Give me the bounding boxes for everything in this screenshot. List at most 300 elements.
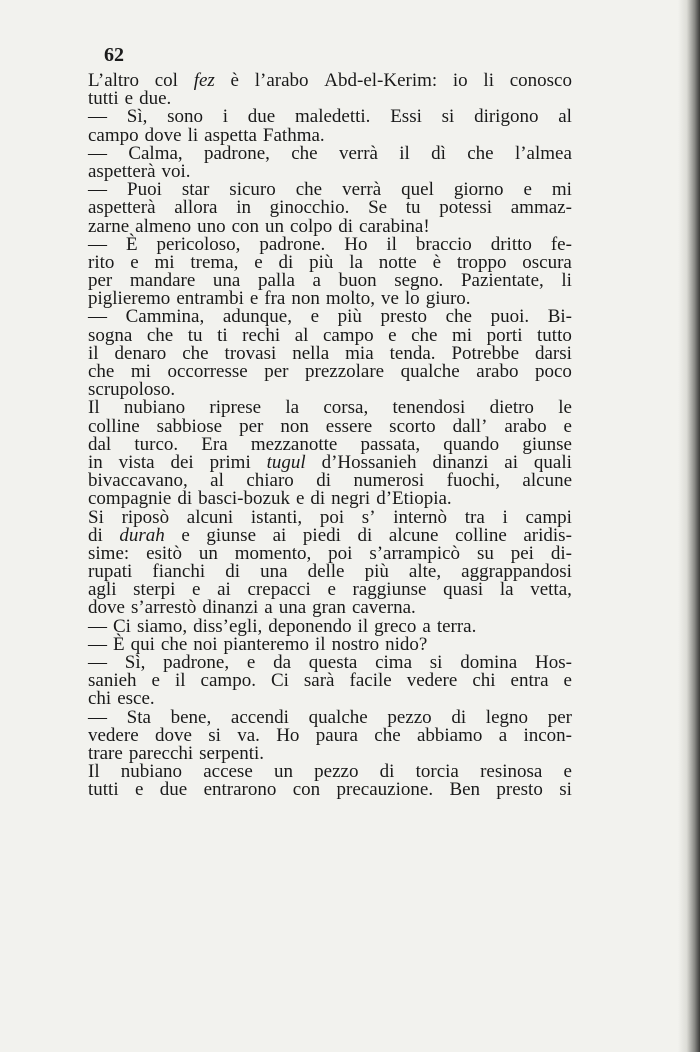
word: piglieremo [88, 288, 171, 310]
word: Il [88, 761, 100, 783]
word: li [483, 70, 494, 91]
text-line [88, 781, 572, 799]
word: rito [88, 251, 115, 273]
word: e [563, 415, 572, 437]
word: mi [452, 324, 473, 346]
word: darsi [535, 342, 572, 364]
word: bivaccavano, [88, 470, 188, 492]
page-edge-shadow [678, 0, 700, 1052]
word: essere [325, 415, 373, 437]
word: li [561, 270, 572, 292]
word: resinosa [480, 761, 543, 783]
word: — [88, 306, 107, 328]
word: vedere [406, 670, 458, 692]
word: per [547, 706, 572, 728]
word: a [422, 615, 431, 637]
word: occorresse [167, 361, 248, 382]
word: qualche [400, 361, 460, 382]
word: e [151, 670, 160, 692]
word: accese [203, 761, 253, 783]
word: esce. [117, 688, 155, 710]
word: quasi [443, 579, 484, 601]
word: pericoloso, [156, 233, 241, 255]
word: compagnie [88, 488, 172, 510]
word: tutti [88, 779, 119, 801]
word: sono [167, 106, 204, 128]
word: per [88, 270, 113, 292]
word: non [280, 415, 309, 437]
word: campi [525, 506, 572, 528]
word: il [357, 615, 369, 637]
word: nostro [331, 633, 380, 655]
word: da [273, 652, 291, 673]
word: — [88, 615, 107, 637]
word: adunque, [222, 306, 292, 328]
word: trema, [190, 251, 239, 273]
word: di [278, 251, 294, 273]
word: star [181, 179, 210, 201]
word: buon [338, 270, 377, 292]
word: poco [535, 361, 572, 382]
word: dove [88, 597, 125, 619]
word: istanti, [250, 506, 303, 528]
word: giunse [206, 524, 257, 546]
word: trovasi [224, 342, 277, 364]
word: — [88, 142, 107, 164]
word: tutto [537, 324, 572, 346]
word: Il [88, 397, 100, 419]
text-line [88, 599, 572, 617]
word: tenendosi [392, 397, 466, 419]
word: corsa, [323, 397, 369, 419]
word: e [124, 88, 134, 110]
word: l’arabo [254, 70, 309, 91]
word: alcune [388, 524, 439, 546]
word: Ci [113, 615, 131, 637]
word: col [154, 70, 178, 91]
word: ai [272, 524, 287, 546]
word: al [558, 106, 572, 128]
word: pezzo [314, 761, 359, 783]
word: di [310, 488, 326, 510]
word: paura [315, 724, 358, 746]
word: tu [187, 324, 203, 346]
word: quel [401, 179, 434, 201]
word: poi [319, 506, 345, 528]
word: con [292, 779, 321, 801]
word: una [260, 561, 288, 583]
word: colpo [290, 215, 333, 237]
word: presto [496, 779, 543, 801]
word: che [445, 306, 472, 328]
word: l’almea [514, 142, 572, 164]
word: più [337, 306, 362, 328]
word: campo. [200, 670, 256, 692]
word: negri [331, 488, 371, 510]
word: verrà [338, 142, 378, 164]
word: dall’ [452, 415, 488, 437]
word: prezzolare [305, 361, 385, 382]
word: mandare [129, 270, 196, 292]
word: Ben [449, 779, 481, 801]
word: ve [380, 288, 399, 310]
word: qualche [308, 706, 368, 728]
word: esitò [146, 542, 182, 564]
word: fianchi [152, 561, 206, 583]
word: bene, [170, 706, 212, 728]
word: Sì, [124, 652, 146, 673]
word: noi [193, 633, 218, 655]
word: maledetti. [294, 106, 371, 128]
word: tenda. [389, 342, 436, 364]
word: che [146, 324, 174, 346]
word: con [231, 215, 260, 237]
word: dei [170, 451, 194, 473]
word: mezzanotte [250, 433, 338, 455]
word: caverna. [351, 597, 416, 619]
word: un [273, 761, 293, 783]
word: tutti [88, 88, 119, 110]
word: di [316, 470, 332, 492]
word: il [88, 342, 99, 364]
word: abbiamo [416, 724, 483, 746]
word: quali [533, 451, 572, 473]
word: giuro. [425, 288, 471, 310]
word: quando [443, 433, 500, 455]
word: — [88, 106, 107, 128]
word: alte, [408, 561, 442, 583]
word: torcia [415, 761, 459, 783]
word: greco [374, 615, 417, 637]
word: e [130, 251, 139, 273]
word: dal [88, 433, 112, 455]
word: Potrebbe [451, 342, 520, 364]
word: entrarono [203, 779, 277, 801]
word: agli [88, 579, 117, 601]
word: un [198, 542, 218, 564]
word: Ho [276, 724, 300, 746]
text-line [88, 215, 572, 237]
word: chiaro [246, 470, 294, 492]
word: durah [119, 524, 165, 546]
word: zarne [88, 215, 130, 237]
word: arabo [504, 415, 547, 437]
word: entrambi [176, 288, 244, 310]
word: potessi [439, 197, 493, 219]
word: s’ [361, 506, 376, 528]
word: puoi. [490, 306, 530, 328]
word: di- [550, 542, 572, 564]
word: che [88, 361, 115, 382]
word: delle [307, 561, 345, 583]
word: e [388, 324, 397, 346]
word: ai [504, 451, 518, 473]
word: la [499, 579, 514, 601]
word: che [291, 142, 318, 164]
word: passata, [360, 433, 421, 455]
word: il [315, 633, 326, 655]
text-line [88, 490, 572, 508]
word: Calma, [128, 142, 183, 164]
word: porti [486, 324, 523, 346]
word: a [498, 724, 508, 746]
word: L’altro [88, 70, 140, 91]
word: la [285, 397, 300, 419]
word: e [563, 761, 572, 783]
word: s’arrestò [130, 597, 197, 619]
word: a [264, 597, 273, 619]
word: chi [472, 670, 496, 692]
word: — [88, 652, 107, 673]
word: una [212, 270, 241, 292]
word: precauzione. [336, 779, 434, 801]
word: nido? [385, 633, 428, 655]
word: riposò [121, 506, 170, 528]
word: mi [154, 251, 175, 273]
word: È [125, 233, 138, 255]
word: scorto [389, 415, 436, 437]
word: palla [257, 270, 295, 292]
word: dì [431, 142, 446, 164]
word: ai [217, 579, 231, 601]
word: cima [375, 652, 413, 673]
word: raggiunse [352, 579, 427, 601]
word: giorno [453, 179, 504, 201]
word: di [357, 524, 373, 546]
word: parecchi [128, 742, 194, 764]
word: sabbiose [156, 415, 223, 437]
word: tu [405, 197, 421, 219]
word: più [364, 561, 389, 583]
word: in [88, 451, 103, 473]
word: su [476, 542, 494, 564]
word: Abd-el-Kerim: [324, 70, 438, 91]
word: dove [154, 724, 192, 746]
word: Ho [344, 233, 368, 255]
word: Era [201, 433, 228, 455]
text-line [88, 690, 572, 708]
word: il [386, 233, 397, 255]
word: una [278, 597, 307, 619]
word: d’Etiopia. [376, 488, 452, 510]
word: e [295, 488, 305, 510]
word: riprese [209, 397, 262, 419]
word: padrone, [203, 142, 270, 164]
word: carabina! [359, 215, 430, 237]
word: dietro [489, 397, 534, 419]
word: Cammina, [125, 306, 205, 328]
word: si [441, 106, 455, 128]
word: si [429, 652, 443, 673]
word: fe- [550, 233, 572, 255]
word: li [187, 124, 199, 146]
word: Bi- [547, 306, 572, 328]
word: sterpi [133, 579, 176, 601]
word: poi [328, 542, 353, 564]
word: sime: [88, 542, 130, 564]
word: primi [209, 451, 251, 473]
word: troppo [456, 251, 507, 273]
word: sarà [303, 670, 335, 692]
word: nubiano [120, 761, 183, 783]
word: i [502, 506, 508, 528]
word: chi [88, 688, 112, 710]
word: ti [217, 324, 228, 346]
word: serpenti. [199, 742, 265, 764]
word: Puoi [127, 179, 162, 201]
text-line [88, 142, 572, 164]
word: tugul [266, 451, 306, 473]
word: che [182, 342, 209, 364]
word: dritto [490, 233, 532, 255]
word: fez [193, 70, 215, 91]
body-text [88, 72, 572, 800]
word: campo [322, 324, 374, 346]
word: Ci [270, 670, 289, 692]
word: colline [88, 415, 140, 437]
word: la [349, 251, 363, 273]
word: Pazientate, [460, 270, 544, 292]
word: a [312, 270, 321, 292]
word: lo [404, 288, 420, 310]
word: di [338, 215, 354, 237]
word: tra [464, 506, 485, 528]
word: voi. [161, 160, 191, 182]
word: rupati [88, 561, 133, 583]
word: s’arrampicò [369, 542, 461, 564]
word: e [181, 524, 190, 546]
word: e [327, 579, 336, 601]
word: che [160, 633, 188, 655]
word: Si [88, 506, 104, 528]
word: uno [197, 215, 226, 237]
word: i [222, 106, 229, 128]
word: colline [455, 524, 507, 546]
word: gran [312, 597, 346, 619]
word: è [432, 251, 442, 273]
word: aspetterà [88, 197, 156, 219]
word: denaro [114, 342, 167, 364]
word: che [411, 324, 438, 346]
word: notte [378, 251, 417, 273]
word: piedi [302, 524, 341, 546]
word: aspetterà [88, 160, 156, 182]
word: al [210, 470, 224, 492]
word: fuochi, [446, 470, 500, 492]
word: di [451, 706, 467, 728]
word: questa [308, 652, 358, 673]
word: allora [174, 197, 218, 219]
word: più [309, 251, 334, 273]
word: il [174, 670, 186, 692]
word: dirigono [474, 106, 539, 128]
word: dove [144, 124, 182, 146]
word: incon- [523, 724, 572, 746]
word: mi [551, 179, 572, 201]
word: giunse [522, 433, 572, 455]
word: vista [118, 451, 155, 473]
word: Sta [126, 706, 151, 728]
word: mi [130, 361, 151, 382]
word: sanieh [88, 670, 137, 692]
word: vetta, [530, 579, 572, 601]
word: sogna [88, 324, 133, 346]
word: e [310, 306, 320, 328]
word: scrupoloso. [88, 379, 176, 401]
word: e [134, 779, 144, 801]
word: dinanzi [202, 597, 259, 619]
word: si [559, 779, 572, 801]
word: — [88, 179, 107, 201]
word: domina [460, 652, 518, 673]
word: diss’egli, [193, 615, 263, 637]
word: due [247, 106, 276, 128]
word: si [208, 724, 221, 746]
word: verrà [342, 179, 382, 201]
word: un [265, 215, 285, 237]
word: ginocchio. [269, 197, 350, 219]
word: È [113, 633, 125, 655]
word: campo [88, 124, 139, 146]
word: che [467, 142, 494, 164]
word: arabo [476, 361, 519, 382]
text-line [88, 199, 572, 217]
word: Sì, [126, 106, 148, 128]
word: d’Hossanieh [321, 451, 417, 473]
word: e [192, 579, 201, 601]
word: — [88, 706, 107, 728]
word: in [236, 197, 251, 219]
word: e [249, 288, 259, 310]
word: turco. [134, 433, 179, 455]
word: al [294, 324, 309, 346]
word: vedere [88, 724, 139, 746]
word: entra [510, 670, 549, 692]
word: e [254, 251, 263, 273]
word: siamo, [136, 615, 188, 637]
word: padrone. [259, 233, 326, 255]
word: le [558, 397, 572, 419]
word: che [295, 179, 323, 201]
word: oscura [522, 251, 572, 273]
word: Se [368, 197, 388, 219]
word: per [239, 415, 264, 437]
word: alcune [522, 470, 572, 492]
word: — [88, 233, 107, 255]
text-line [88, 108, 572, 126]
word: Essi [390, 106, 422, 128]
text-line [88, 308, 572, 326]
word: crepacci [247, 579, 311, 601]
word: terra. [436, 615, 477, 637]
word: fra [264, 288, 286, 310]
word: di [225, 561, 240, 583]
word: il [399, 142, 410, 164]
word: che [374, 724, 401, 746]
word: e [246, 652, 256, 673]
word: di [177, 488, 193, 510]
word: non [291, 288, 320, 310]
word: pezzo [387, 706, 432, 728]
word: nubiano [123, 397, 186, 419]
word: aspetta [204, 124, 257, 146]
word: trare [88, 742, 123, 764]
word: braccio [415, 233, 472, 255]
word: molto, [325, 288, 375, 310]
word: è [230, 70, 239, 91]
word: due [159, 779, 188, 801]
word: — [88, 633, 107, 655]
